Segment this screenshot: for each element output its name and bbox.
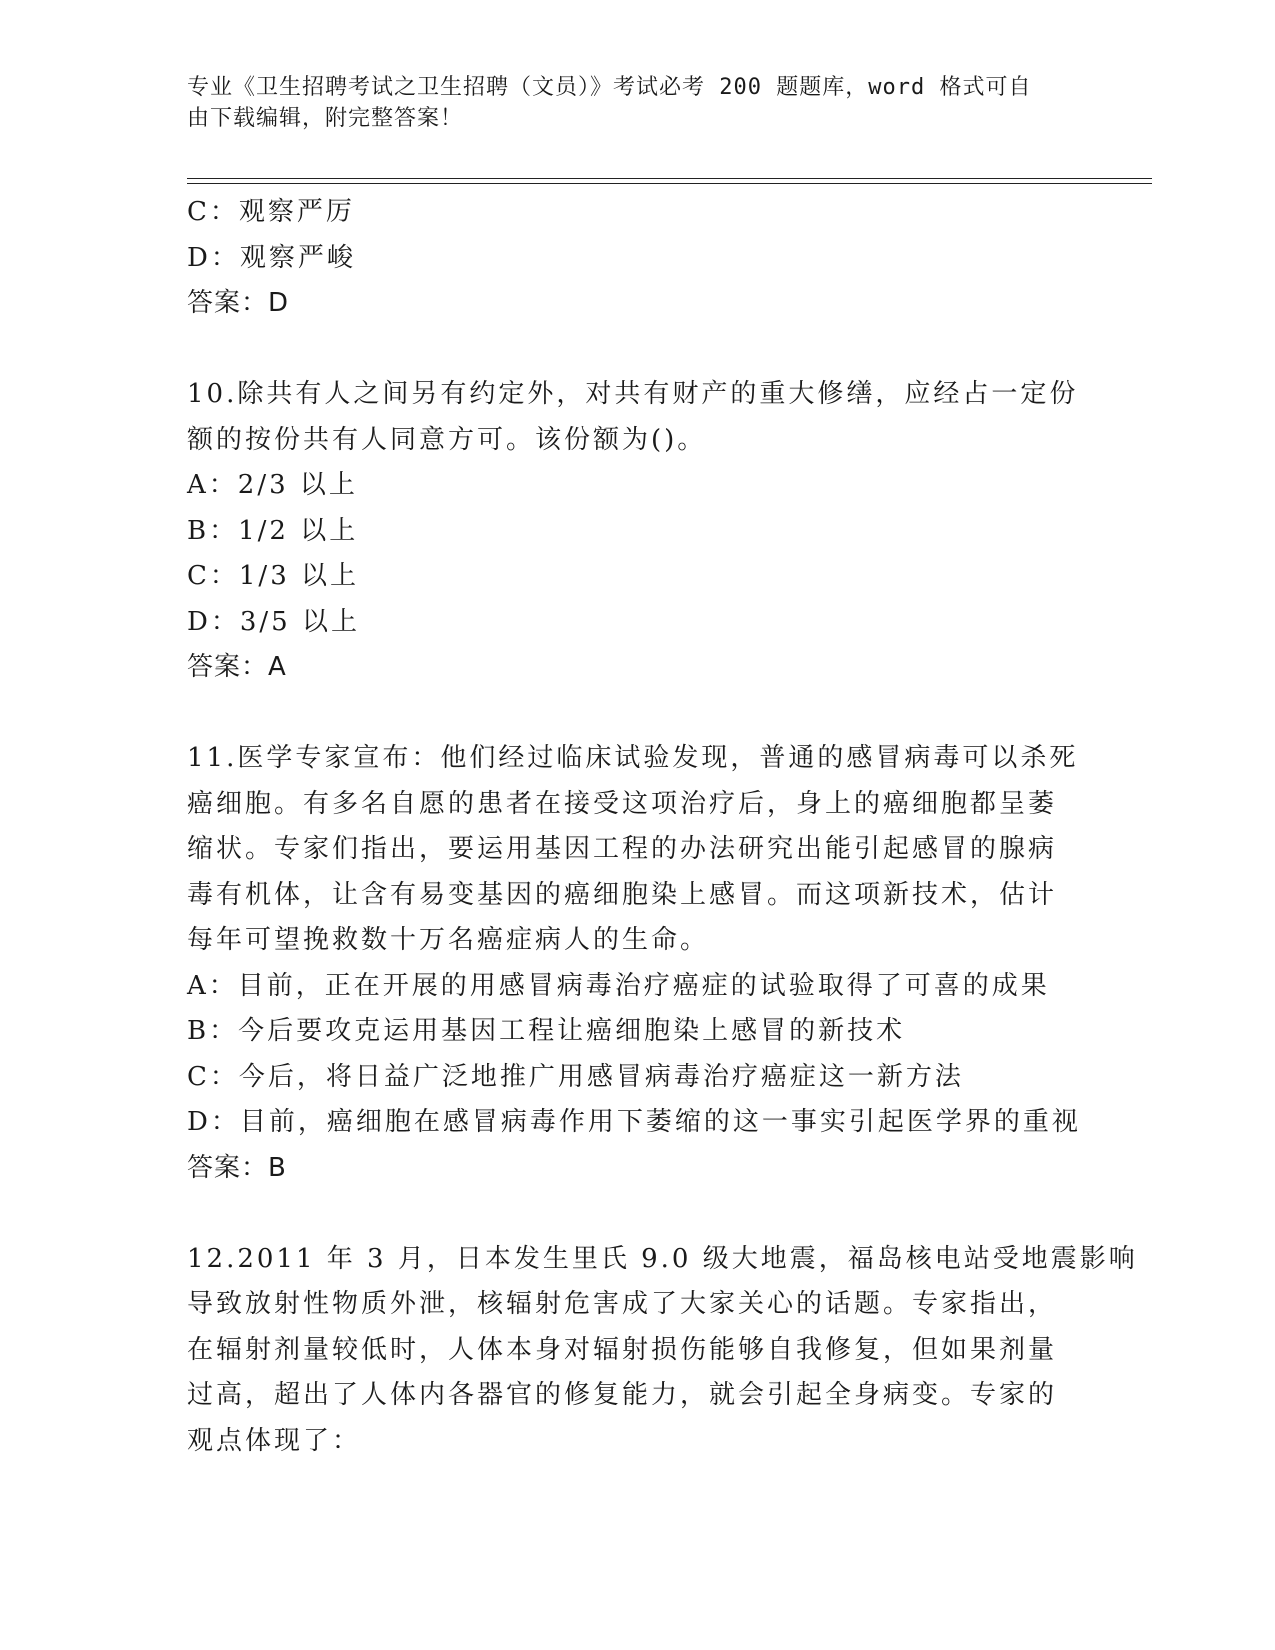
- question-12: [187, 1237, 1138, 1465]
- question-stem-line: 观点体现了：: [187, 1425, 362, 1456]
- question-9-tail: [187, 190, 1087, 327]
- spacer: [187, 691, 1087, 737]
- option-a: A：目前，正在开展的用感冒病毒治疗癌症的试验取得了可喜的成果: [187, 970, 1050, 1001]
- question-list: [187, 190, 1138, 1464]
- question-stem-line: 导致放射性物质外泄，核辐射危害成了大家关心的话题。专家指出，: [187, 1289, 1058, 1319]
- question-stem-line: 12.2011 年 3 月，日本发生里氏 9.0 级大地震，福岛核电站受地震影响: [187, 1243, 1138, 1274]
- question-stem-line: 每年可望挽救数十万名癌症病人的生命。: [187, 925, 710, 955]
- question-10: [187, 372, 1087, 691]
- header-divider: [187, 178, 1152, 184]
- question-11: [187, 736, 1087, 1191]
- option-a: A：2/3 以上: [187, 470, 358, 500]
- question-stem-line: 毒有机体，让含有易变基因的癌细胞染上感冒。而这项新技术，估计: [187, 879, 1058, 910]
- question-stem-line: 缩状。专家们指出，要运用基因工程的办法研究出能引起感冒的腺病: [187, 834, 1058, 864]
- option-d: D：目前，癌细胞在感冒病毒作用下萎缩的这一事实引起医学界的重视: [187, 1107, 1081, 1137]
- option-c: C：今后，将日益广泛地推广用感冒病毒治疗癌症这一新方法: [187, 1061, 964, 1092]
- option-c: C：1/3 以上: [187, 561, 360, 591]
- answer: 答案：A: [187, 652, 287, 682]
- option-d: D：3/5 以上: [187, 606, 360, 637]
- question-stem-line: 11.医学专家宣布：他们经过临床试验发现，普通的感冒病毒可以杀死: [187, 743, 1079, 773]
- question-stem-line: 10.除共有人之间另有约定外，对共有财产的重大修缮，应经占一定份: [187, 379, 1079, 409]
- answer: 答案：B: [187, 1152, 287, 1183]
- spacer: [187, 327, 1087, 373]
- question-stem-line: 在辐射剂量较低时，人体本身对辐射损伤能够自我修复，但如果剂量: [187, 1334, 1058, 1365]
- option-b: B：1/2 以上: [187, 515, 359, 546]
- document-header: [187, 72, 1067, 134]
- header-line: 由下载编辑，附完整答案！: [187, 106, 464, 131]
- option-d: D：观察严峻: [187, 242, 356, 273]
- header-line: 专业《卫生招聘考试之卫生招聘（文员）》考试必考 200 题题库，word 格式可自: [187, 75, 1032, 100]
- question-stem-line: 额的按份共有人同意方可。该份额为()。: [187, 424, 707, 455]
- question-stem-line: 癌细胞。有多名自愿的患者在接受这项治疗后，身上的癌细胞都呈萎: [187, 788, 1058, 819]
- spacer: [187, 1191, 1087, 1237]
- answer: 答案：D: [187, 288, 290, 318]
- option-b: B：今后要攻克运用基因工程让癌细胞染上感冒的新技术: [187, 1016, 906, 1046]
- option-c: C：观察严厉: [187, 197, 355, 227]
- question-stem-line: 过高，超出了人体内各器官的修复能力，就会引起全身病变。专家的: [187, 1380, 1058, 1410]
